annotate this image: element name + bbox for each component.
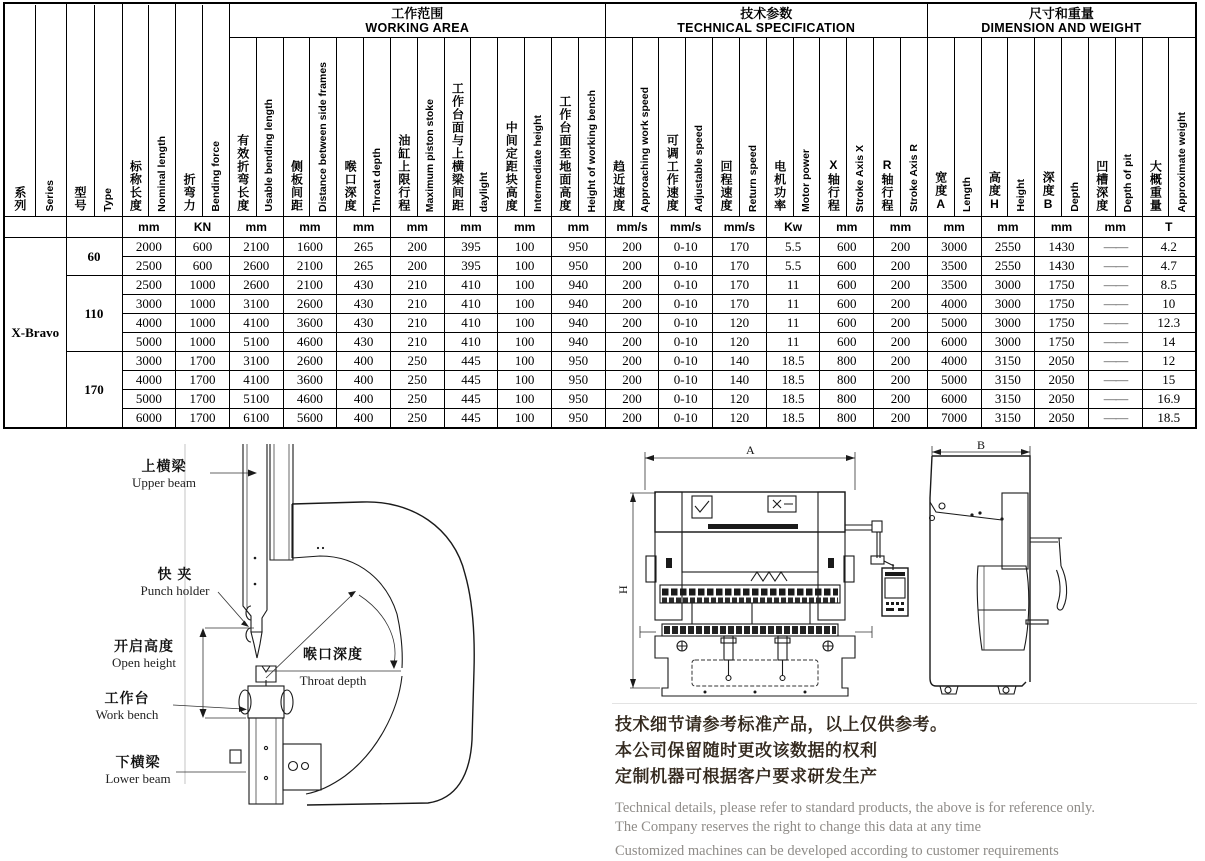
value-cell: 250 (390, 409, 444, 429)
unit-cell: mm (981, 217, 1035, 238)
value-cell: 600 (820, 257, 874, 276)
value-cell: 250 (390, 390, 444, 409)
value-cell: 430 (337, 314, 391, 333)
unit-cell: Kw (766, 217, 820, 238)
value-cell: 2000 (122, 238, 176, 257)
disclaimer-en-line: Customized machines can be developed according to customer requirements (615, 843, 1059, 859)
disclaimer-zh-line: 定制机器可根据客户要求研发生产 (615, 767, 878, 786)
value-cell: 0-10 (659, 352, 713, 371)
value-cell: 5.5 (766, 238, 820, 257)
column-header-maximum-piston-stoke: 油缸上限行程 Maximum piston stoke (390, 38, 444, 217)
table-row (4, 333, 1196, 352)
value-cell: 265 (337, 238, 391, 257)
column-header-usable-bending-length: 有效折弯长度 Usable bending length (229, 38, 283, 217)
value-cell: 940 (552, 314, 606, 333)
value-cell: 4.2 (1142, 238, 1196, 257)
value-cell: 0-10 (659, 409, 713, 429)
column-header-nominal-length: 标称长度 Nominal length (122, 3, 176, 217)
value-cell: 2600 (229, 257, 283, 276)
value-cell: 200 (605, 390, 659, 409)
value-cell: 200 (874, 314, 928, 333)
value-cell: 1700 (176, 352, 230, 371)
value-cell: 2550 (981, 257, 1035, 276)
value-cell: 11 (766, 333, 820, 352)
unit-cell: mm (390, 217, 444, 238)
value-cell: 200 (874, 295, 928, 314)
column-header-approaching-work-speed: 趋近速度 Approaching work speed (605, 38, 659, 217)
value-cell: 11 (766, 276, 820, 295)
value-cell: 3150 (981, 352, 1035, 371)
column-header-daylight: 工作台面与上横梁间距 daylight (444, 38, 498, 217)
side-view-diagram (922, 438, 1077, 700)
value-cell: 2100 (229, 238, 283, 257)
column-header-depth: 深度B Depth (1035, 38, 1089, 217)
value-cell: 600 (820, 276, 874, 295)
value-cell: 11 (766, 295, 820, 314)
value-cell: 200 (390, 238, 444, 257)
disclaimer-en-line: Technical details, please refer to standard products, the above is for reference only. (615, 800, 1095, 816)
value-cell: 200 (605, 238, 659, 257)
value-cell: 2500 (122, 276, 176, 295)
value-cell: 1000 (176, 276, 230, 295)
value-cell: 400 (337, 390, 391, 409)
value-cell: 3000 (981, 314, 1035, 333)
value-cell: 4000 (927, 295, 981, 314)
unit-cell: mm/s (713, 217, 767, 238)
value-cell: 1750 (1035, 314, 1089, 333)
value-cell: 400 (337, 352, 391, 371)
column-header-distance-between-side-frames: 侧板间距 Distance between side frames (283, 38, 337, 217)
value-cell: 1000 (176, 333, 230, 352)
value-cell: 100 (498, 295, 552, 314)
value-cell: 170 (713, 257, 767, 276)
value-cell: 950 (552, 409, 606, 429)
disclaimer-zh-line: 技术细节请参考标准产品，以上仅供参考。 (615, 715, 948, 734)
value-cell: 600 (176, 238, 230, 257)
dim-b-label: B (977, 438, 986, 452)
value-cell: —— (1088, 390, 1142, 409)
unit-cell: KN (176, 217, 230, 238)
value-cell: 200 (605, 314, 659, 333)
unit-cell: mm (552, 217, 606, 238)
value-cell: 100 (498, 409, 552, 429)
value-cell: 100 (498, 276, 552, 295)
value-cell: 950 (552, 390, 606, 409)
value-cell: 410 (444, 333, 498, 352)
value-cell: 15 (1142, 371, 1196, 390)
value-cell: 1700 (176, 409, 230, 429)
value-cell: 950 (552, 257, 606, 276)
unit-cell: mm (337, 217, 391, 238)
value-cell: 0-10 (659, 295, 713, 314)
value-cell: 2050 (1035, 409, 1089, 429)
value-cell: 4000 (122, 371, 176, 390)
value-cell: 3150 (981, 409, 1035, 429)
value-cell: 3000 (981, 276, 1035, 295)
value-cell: 950 (552, 238, 606, 257)
value-cell: 100 (498, 390, 552, 409)
value-cell: 0-10 (659, 314, 713, 333)
value-cell: 100 (498, 257, 552, 276)
value-cell: 395 (444, 238, 498, 257)
value-cell: 170 (713, 238, 767, 257)
value-cell: 445 (444, 352, 498, 371)
value-cell: 210 (390, 276, 444, 295)
value-cell: —— (1088, 314, 1142, 333)
value-cell: 18.5 (766, 371, 820, 390)
value-cell: 11 (766, 314, 820, 333)
value-cell: —— (1088, 238, 1142, 257)
value-cell: 940 (552, 276, 606, 295)
value-cell: 12 (1142, 352, 1196, 371)
column-group-header: 工作范围 WORKING AREA (229, 3, 605, 38)
value-cell: 1000 (176, 295, 230, 314)
value-cell: 3600 (283, 371, 337, 390)
disclaimer-en-line: The Company reserves the right to change this data at any time (615, 819, 982, 835)
value-cell: 200 (874, 333, 928, 352)
value-cell: 200 (874, 371, 928, 390)
value-cell: 2050 (1035, 352, 1089, 371)
value-cell: 5000 (927, 314, 981, 333)
value-cell: 200 (874, 409, 928, 429)
table-row (4, 314, 1196, 333)
value-cell: 3150 (981, 371, 1035, 390)
cross-section-diagram (60, 442, 480, 812)
value-cell: 0-10 (659, 257, 713, 276)
value-cell: 140 (713, 352, 767, 371)
unit-cell: mm (498, 217, 552, 238)
value-cell: 1430 (1035, 257, 1089, 276)
value-cell: —— (1088, 409, 1142, 429)
value-cell: 100 (498, 314, 552, 333)
value-cell: 600 (176, 257, 230, 276)
value-cell: 120 (713, 314, 767, 333)
value-cell: 2050 (1035, 390, 1089, 409)
column-header-approximate-weight: 大概重量 Approximate weight (1142, 38, 1196, 217)
value-cell: 100 (498, 333, 552, 352)
value-cell: —— (1088, 295, 1142, 314)
value-cell: 2050 (1035, 371, 1089, 390)
value-cell: 6000 (927, 390, 981, 409)
value-cell: 3000 (122, 295, 176, 314)
divider-line (612, 703, 1197, 704)
value-cell: 4100 (229, 371, 283, 390)
table-row (4, 276, 1196, 295)
value-cell: 2100 (283, 257, 337, 276)
value-cell: 3500 (927, 276, 981, 295)
value-cell: 140 (713, 371, 767, 390)
value-cell: 6000 (927, 333, 981, 352)
dim-a-label: A (746, 443, 755, 457)
column-header-stroke-axis-x: X轴行程 Stroke Axis X (820, 38, 874, 217)
value-cell: 410 (444, 314, 498, 333)
unit-cell (4, 217, 66, 238)
table-row (4, 371, 1196, 390)
value-cell: 3000 (981, 295, 1035, 314)
column-header-stroke-axis-r: R轴行程 Stroke Axis R (874, 38, 928, 217)
value-cell: 600 (820, 314, 874, 333)
value-cell: 1430 (1035, 238, 1089, 257)
table-row (4, 257, 1196, 276)
unit-cell: mm (927, 217, 981, 238)
value-cell: 3600 (283, 314, 337, 333)
unit-cell: mm (1035, 217, 1089, 238)
value-cell: 200 (874, 276, 928, 295)
value-cell: 1750 (1035, 333, 1089, 352)
value-cell: 4600 (283, 390, 337, 409)
value-cell: 445 (444, 371, 498, 390)
label-punch-holder: 快 夹 Punch holder (140, 566, 210, 598)
value-cell: —— (1088, 352, 1142, 371)
value-cell: —— (1088, 257, 1142, 276)
value-cell: 950 (552, 352, 606, 371)
column-header-height-of-working-bench: 工作台面至地面高度 Height of working bench (552, 38, 606, 217)
value-cell: 4100 (229, 314, 283, 333)
column-group-header: 技术参数 TECHNICAL SPECIFICATION (605, 3, 927, 38)
value-cell: 5000 (122, 333, 176, 352)
value-cell: 2100 (283, 276, 337, 295)
disclaimer-zh-line: 本公司保留随时更改该数据的权利 (615, 741, 878, 760)
value-cell: 600 (820, 295, 874, 314)
value-cell: 5000 (122, 390, 176, 409)
value-cell: —— (1088, 276, 1142, 295)
value-cell: 410 (444, 295, 498, 314)
value-cell: 1700 (176, 390, 230, 409)
value-cell: 1000 (176, 314, 230, 333)
value-cell: 0-10 (659, 390, 713, 409)
value-cell: 200 (874, 390, 928, 409)
type-cell: 170 (66, 352, 122, 429)
value-cell: 800 (820, 409, 874, 429)
value-cell: 0-10 (659, 371, 713, 390)
unit-cell: mm/s (659, 217, 713, 238)
value-cell: 2500 (122, 257, 176, 276)
value-cell: 600 (820, 238, 874, 257)
specification-table (3, 2, 1197, 429)
value-cell: 200 (605, 409, 659, 429)
label-upper-beam: 上横梁 Upper beam (132, 458, 196, 490)
column-header-height: 高度H Height (981, 38, 1035, 217)
value-cell: 200 (605, 295, 659, 314)
value-cell: 100 (498, 371, 552, 390)
front-view-diagram (610, 440, 932, 702)
value-cell: 395 (444, 257, 498, 276)
value-cell: 200 (605, 371, 659, 390)
table-row (4, 295, 1196, 314)
label-work-bench: 工作台 Work bench (95, 690, 159, 722)
value-cell: 410 (444, 276, 498, 295)
value-cell: 2600 (229, 276, 283, 295)
column-header-motor-power: 电机功率 Motor power (766, 38, 820, 217)
value-cell: 5000 (927, 371, 981, 390)
value-cell: 120 (713, 333, 767, 352)
value-cell: 4.7 (1142, 257, 1196, 276)
type-cell: 60 (66, 238, 122, 276)
value-cell: 10 (1142, 295, 1196, 314)
value-cell: 120 (713, 390, 767, 409)
value-cell: 445 (444, 390, 498, 409)
value-cell: 8.5 (1142, 276, 1196, 295)
value-cell: 0-10 (659, 238, 713, 257)
column-header-depth-of-pit: 凹槽深度 Depth of pit (1088, 38, 1142, 217)
value-cell: 18.5 (766, 390, 820, 409)
value-cell: 3000 (122, 352, 176, 371)
value-cell: 0-10 (659, 333, 713, 352)
value-cell: 940 (552, 333, 606, 352)
table-row (4, 238, 1196, 257)
value-cell: 200 (605, 333, 659, 352)
unit-cell: mm (283, 217, 337, 238)
value-cell: 12.3 (1142, 314, 1196, 333)
label-throat-depth-en: Throat depth (299, 673, 367, 688)
value-cell: 200 (874, 238, 928, 257)
value-cell: —— (1088, 333, 1142, 352)
value-cell: 18.5 (766, 409, 820, 429)
unit-cell: mm (874, 217, 928, 238)
value-cell: 800 (820, 371, 874, 390)
value-cell: 0-10 (659, 276, 713, 295)
column-header-intermediate-height: 中间定距块高度 Intermediate height (498, 38, 552, 217)
unit-cell: mm (122, 217, 176, 238)
value-cell: 2600 (283, 295, 337, 314)
value-cell: 1700 (176, 371, 230, 390)
column-header-throat-depth: 喉口深度 Throat depth (337, 38, 391, 217)
unit-cell: T (1142, 217, 1196, 238)
unit-cell: mm/s (605, 217, 659, 238)
value-cell: 3000 (927, 238, 981, 257)
value-cell: 950 (552, 371, 606, 390)
value-cell: 3100 (229, 352, 283, 371)
series-cell: X-Bravo (4, 238, 66, 429)
value-cell: 4000 (122, 314, 176, 333)
unit-cell: mm (229, 217, 283, 238)
value-cell: 16.9 (1142, 390, 1196, 409)
value-cell: 120 (713, 409, 767, 429)
value-cell: 430 (337, 295, 391, 314)
value-cell: 400 (337, 371, 391, 390)
value-cell: 5600 (283, 409, 337, 429)
value-cell: 6100 (229, 409, 283, 429)
column-header-adjustable-speed: 可调工作速度 Adjustable speed (659, 38, 713, 217)
value-cell: 250 (390, 371, 444, 390)
label-throat-depth: 喉口深度 (303, 646, 363, 662)
value-cell: 210 (390, 295, 444, 314)
value-cell: 6000 (122, 409, 176, 429)
value-cell: 800 (820, 390, 874, 409)
value-cell: 600 (820, 333, 874, 352)
value-cell: 1600 (283, 238, 337, 257)
value-cell: 200 (390, 257, 444, 276)
column-header-type: 型号 Type (66, 3, 122, 217)
unit-cell: mm (820, 217, 874, 238)
table-row (4, 352, 1196, 371)
value-cell: 3000 (981, 333, 1035, 352)
value-cell: 170 (713, 276, 767, 295)
value-cell: 100 (498, 238, 552, 257)
value-cell: 100 (498, 352, 552, 371)
table-row (4, 409, 1196, 429)
value-cell: 14 (1142, 333, 1196, 352)
value-cell: 400 (337, 409, 391, 429)
value-cell: 3500 (927, 257, 981, 276)
value-cell: 265 (337, 257, 391, 276)
value-cell: 4600 (283, 333, 337, 352)
value-cell: 2550 (981, 238, 1035, 257)
value-cell: 200 (874, 257, 928, 276)
value-cell: 200 (605, 276, 659, 295)
value-cell: 430 (337, 333, 391, 352)
table-row (4, 390, 1196, 409)
value-cell: 3150 (981, 390, 1035, 409)
value-cell: 1750 (1035, 276, 1089, 295)
value-cell: 18.5 (1142, 409, 1196, 429)
value-cell: 2600 (283, 352, 337, 371)
value-cell: 940 (552, 295, 606, 314)
value-cell: 430 (337, 276, 391, 295)
value-cell: 250 (390, 352, 444, 371)
column-header-length: 宽度A Length (927, 38, 981, 217)
column-header-return-speed: 回程速度 Return speed (713, 38, 767, 217)
value-cell: 5.5 (766, 257, 820, 276)
value-cell: 445 (444, 409, 498, 429)
value-cell: 800 (820, 352, 874, 371)
value-cell: 18.5 (766, 352, 820, 371)
value-cell: 5100 (229, 390, 283, 409)
disclaimer-block (615, 712, 1205, 861)
label-open-height: 开启高度 Open height (112, 638, 176, 670)
unit-cell: mm (1088, 217, 1142, 238)
value-cell: 4000 (927, 352, 981, 371)
value-cell: 1750 (1035, 295, 1089, 314)
type-cell: 110 (66, 276, 122, 352)
dim-h-label: H (616, 585, 630, 594)
value-cell: 3100 (229, 295, 283, 314)
label-lower-beam: 下横梁 Lower beam (105, 754, 171, 786)
value-cell: 200 (605, 352, 659, 371)
unit-cell (66, 217, 122, 238)
value-cell: 210 (390, 314, 444, 333)
column-header-bending-force: 折弯力 Bending force (176, 3, 230, 217)
value-cell: 5100 (229, 333, 283, 352)
column-group-header: 尺寸和重量 DIMENSION AND WEIGHT (927, 3, 1196, 38)
value-cell: 210 (390, 333, 444, 352)
value-cell: 7000 (927, 409, 981, 429)
unit-cell: mm (444, 217, 498, 238)
value-cell: 200 (874, 352, 928, 371)
column-header-series: 系列 Series (4, 3, 66, 217)
value-cell: 170 (713, 295, 767, 314)
value-cell: —— (1088, 371, 1142, 390)
value-cell: 200 (605, 257, 659, 276)
